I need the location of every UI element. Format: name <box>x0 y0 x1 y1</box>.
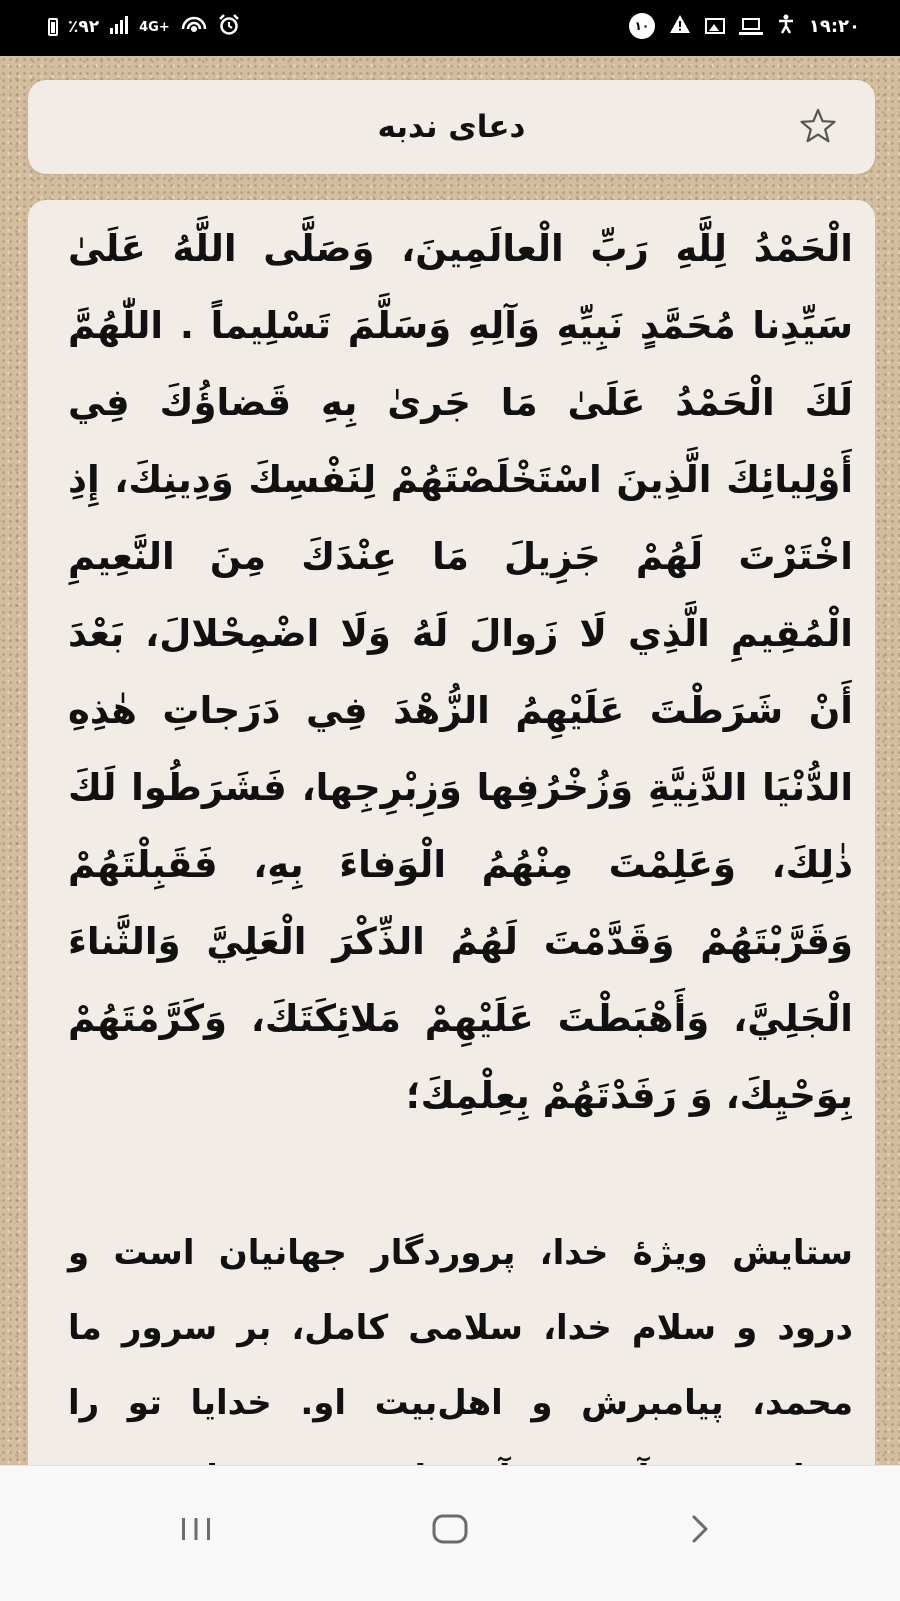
notification-count-badge: ۱۰ <box>629 13 655 39</box>
laptop-icon <box>739 18 763 35</box>
system-navigation-bar <box>0 1465 900 1601</box>
favorite-button[interactable] <box>798 108 838 148</box>
back-icon <box>689 1514 711 1548</box>
home-icon <box>431 1513 469 1549</box>
status-time: ۱۹:۲۰ <box>808 15 860 37</box>
home-button[interactable] <box>410 1496 490 1566</box>
persian-translation-text: ستایش ویژهٔ خدا، پروردگار جهانیان است و درود و سلام خدا، سلامی کامل، بر سرور ما محمد، پیامبرش و اهل‌بیت او. خدایا تو را <box>68 1233 853 1423</box>
status-bar <box>0 0 900 56</box>
status-bar-right <box>629 13 860 39</box>
accessibility-icon <box>777 14 795 38</box>
paragraph-spacer <box>68 1134 853 1216</box>
recents-icon <box>179 1515 213 1547</box>
recents-button[interactable] <box>156 1496 236 1566</box>
back-button[interactable] <box>660 1496 740 1566</box>
warning-icon <box>669 14 691 38</box>
prayer-content[interactable] <box>28 200 875 1465</box>
header-card <box>28 80 875 174</box>
gallery-icon <box>705 18 725 34</box>
battery-icon <box>48 18 58 36</box>
page-title: دعای ندبه <box>377 109 526 145</box>
battery-percentage: ٪۹۲ <box>68 17 100 37</box>
arabic-prayer-text: الْحَمْدُ لِلَّهِ رَبِّ الْعالَمِينَ، وَصَلَّى اللَّهُ عَلَىٰ سَيِّدِنا مُحَمَّدٍ نَبِيِّهِ وَآلِهِ وَسَلَّمَ تَسْلِيماً . اللّٰهُمَّ لَكَ الْحَمْدُ عَلَىٰ مَا جَرىٰ بِهِ قَضاؤُكَ فِي أَوْلِيائِكَ الَّذِينَ اسْتَخْلَصْتَهُمْ لِنَفْسِكَ وَدِينِكَ، إِذِ اخْتَرْتَ لَهُمْ جَزِيلَ مَا عِنْدَكَ مِنَ النَّعِيمِ الْمُقِيمِ الَّذِي لَا زَوالَ لَهُ وَلَا اضْمِحْلالَ، بَعْدَ أَنْ شَرَطْتَ عَلَيْهِمُ الزُّهْدَ فِي دَرَجاتِ هٰذِهِ الدُّنْيَا الدَّنِيَّةِ وَزُخْرُفِها وَزِبْرِجِها، فَشَرَطُوا لَكَ ذٰلِكَ، وَعَلِمْتَ مِنْهُمُ الْوَفاءَ بِهِ، فَقَبِلْتَهُمْ وَقَرَّبْتَهُمْ وَقَدَّمْتَ لَهُمُ الذِّكْرَ الْعَلِيَّ وَالثَّناءَ الْجَلِيَّ، وَأَهْبَطْتَ عَلَيْهِمْ مَلائِكَتَكَ، وَكَرَّمْتَهُمْ بِوَحْيِكَ، وَ رَفَدْتَهُمْ بِعِلْمِكَ؛ <box>68 227 853 1117</box>
network-type: 4G+ <box>139 19 170 35</box>
alarm-icon <box>218 14 240 40</box>
status-bar-left <box>48 14 240 40</box>
prayer-text-container <box>28 200 875 1591</box>
hotspot-icon <box>180 14 208 40</box>
signal-bars-icon <box>109 16 129 38</box>
star-outline-icon <box>799 108 837 148</box>
